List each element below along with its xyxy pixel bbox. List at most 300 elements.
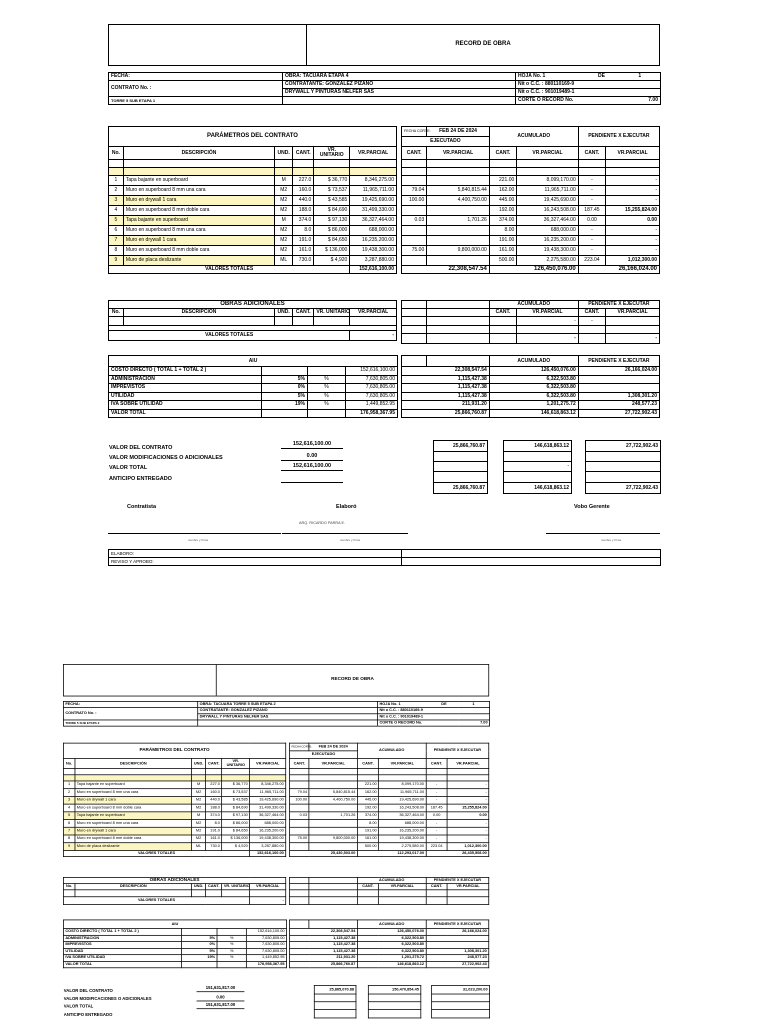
total-vr-parcial: 152,616,100.00 <box>350 266 397 274</box>
acum-cant: 445.00 <box>357 796 378 804</box>
acum-vr: 19,438,300.00 <box>379 835 426 843</box>
sheet2-aiu-title: AIU <box>63 920 286 928</box>
sheet2-h1: CANT. <box>290 759 309 769</box>
item-vr-parcial: 16,235,200.00 <box>350 236 397 246</box>
table-row <box>63 843 285 851</box>
sheet2-vc-label: VALOR DEL CONTRATO <box>63 989 113 994</box>
item-cant: 8.0 <box>206 820 222 828</box>
sheet2-hoja: HOJA No. 1 <box>378 701 430 707</box>
item-vr-parcial: 8,346,275.00 <box>250 781 286 789</box>
item-no: 9 <box>109 256 124 266</box>
item-und: ML <box>192 843 206 851</box>
item-und: M <box>275 176 293 186</box>
sheet2-corte-value: 7.00 <box>458 720 490 726</box>
acum-vr: 19,425,690.00 <box>517 196 578 206</box>
col-no: No. <box>109 147 124 160</box>
pend-vr: - <box>447 796 489 804</box>
sheet2-aiu-table <box>63 920 287 969</box>
sheet2-adic-vru: VR. UNITARIO <box>223 884 250 889</box>
item-vr-unitario: $ 86,000 <box>222 820 250 828</box>
item-desc: Tapa bajante en superboard <box>123 176 274 186</box>
pend-vrp-header: VR.PARCIAL <box>606 147 660 160</box>
acum-cant-header: CANT. <box>489 147 516 160</box>
sheet2-h6: VR.PARCIAL <box>447 759 489 769</box>
table-row <box>402 246 660 256</box>
item-vr-unitario: $ 86,000 <box>314 226 350 236</box>
pend-vr: - <box>447 827 489 835</box>
table-row <box>290 820 489 828</box>
aiu-ejecutado: 22,308,547.54 <box>290 928 358 935</box>
aiu-value: 176,958,367.95 <box>346 409 398 418</box>
acum-cant: 500.00 <box>357 843 378 851</box>
item-vr-unitario: $ 4,920 <box>222 843 250 851</box>
acum-vrp-header: VR.PARCIAL <box>517 147 578 160</box>
sheet2-contratante: CONTRATANTE: GONZALEZ PIZANO <box>198 708 378 714</box>
item-vr-parcial: 19,425,690.00 <box>250 796 286 804</box>
anticipo-line <box>281 482 343 483</box>
aiu-pct: 5% <box>182 948 218 955</box>
aiu-acumulado: 126,450,076.00 <box>357 928 426 935</box>
item-vr-unitario: $ 84,650 <box>314 236 350 246</box>
aiu-row <box>402 401 660 410</box>
item-und: M2 <box>192 804 206 812</box>
sheet2-nit2: Nit o C.C. : 901019489-1 <box>378 714 490 720</box>
sheet2-adic-v3: VR.PARCIAL <box>447 884 489 890</box>
sheet2-a1: 150,470,854.45 <box>368 986 420 994</box>
acum-cant: 445.00 <box>489 196 516 206</box>
item-no: 8 <box>63 835 74 843</box>
acum-cant: 8.00 <box>489 226 516 236</box>
corte-label: CORTE O RECORD No. <box>516 97 620 105</box>
acum-vr: 8,099,170.00 <box>517 176 578 186</box>
ejec-cant <box>402 256 427 266</box>
table-row <box>109 246 397 256</box>
sheet2-adic-pend: PENDIENTE X EJECUTAR <box>426 877 489 883</box>
sheet2-h4: VR.PARCIAL <box>379 759 426 769</box>
ejec-cant: 0.03 <box>290 812 309 820</box>
aiu-pct <box>182 961 218 968</box>
aiu-acumulado: ACUMULADO <box>489 356 578 367</box>
sheet2-col-und: UND. <box>192 759 206 769</box>
item-desc: Tapa bajante en superboard <box>75 781 192 789</box>
acum-cant: 161.00 <box>357 835 378 843</box>
table-row <box>109 256 397 266</box>
pend-cant: 223.04 <box>578 256 605 266</box>
valor-contrato-label: VALOR DEL CONTRATO <box>109 445 173 451</box>
adicionales-table <box>108 300 397 341</box>
ejec-cant <box>290 804 309 812</box>
item-vr-parcial: 19,425,690.00 <box>350 196 397 206</box>
item-und: M2 <box>275 206 293 216</box>
sum-acumulado-dash: - <box>504 462 572 472</box>
item-no: 9 <box>63 843 74 851</box>
sum-ejecutado-2: 25,866,760.87 <box>434 483 488 494</box>
item-vr-unitario: $ 4,920 <box>314 256 350 266</box>
table-row <box>63 789 285 797</box>
sum-pendiente-2: 27,722,902.43 <box>586 483 661 494</box>
acum-cant: 374.00 <box>489 216 516 226</box>
aiu-acumulado: 146,618,863.12 <box>357 961 426 968</box>
item-desc: Muro en superboard 8 mm una cara <box>75 789 192 797</box>
aiu-pendiente <box>578 375 659 384</box>
item-desc: Muro en drywall 1 cara <box>75 796 192 804</box>
item-vr-parcial: 19,438,300.00 <box>350 246 397 256</box>
sheet2-pendiente: PENDIENTE X EJECUTAR <box>426 743 489 758</box>
acum-cant: 221.00 <box>357 781 378 789</box>
aiu-pct <box>262 367 308 376</box>
item-cant: 440.0 <box>206 796 222 804</box>
table-row <box>290 812 489 820</box>
aiu-ejecutado: 1,115,427.38 <box>402 375 490 384</box>
contratista-sign-label: Contratista <box>127 504 157 510</box>
adicionales-progress-table: ACUMULADO PENDIENTE X EJECUTAR CANT. VR.PARCIAL CANT. VR.PARCIAL - - - - <box>401 300 660 344</box>
item-und: M2 <box>192 796 206 804</box>
aiu-pct: 19% <box>262 401 308 410</box>
item-vr-parcial: 8,346,275.00 <box>350 176 397 186</box>
nombre-firma-3: nombre y firma <box>601 538 622 542</box>
table-row <box>63 796 285 804</box>
aiu-row <box>402 367 660 376</box>
de-label: DE <box>584 73 620 81</box>
aiu-pct: 5% <box>182 935 218 942</box>
aiu-label: UTILIDAD <box>109 392 262 401</box>
total-pendiente: 26,166,024.00 <box>578 266 659 274</box>
item-desc: Muro en superboard 8 mm doble cara <box>75 804 192 812</box>
aiu-table <box>108 355 398 418</box>
corte-value: 7.00 <box>620 97 661 105</box>
sheet2-contrato: CONTRATO No. : <box>63 708 197 720</box>
pend-cant: 223.04 <box>426 843 447 851</box>
ejec-vr: 9,800,000.00 <box>309 835 357 843</box>
ejec-cant: 100.00 <box>402 196 427 206</box>
pend-vr: - <box>606 196 660 206</box>
header-info-table <box>108 72 661 105</box>
acum-vr: 36,327,464.00 <box>379 812 426 820</box>
nit-contratista: Nit o C.C. : 901019489-1 <box>516 89 661 97</box>
item-cant: 227.0 <box>206 781 222 789</box>
sheet2-nit1: Nit o C.C. : 880110169-9 <box>378 708 490 714</box>
item-desc: Muro en superboard 8 mm doble cara <box>75 835 192 843</box>
table-row <box>290 835 489 843</box>
valores-totales-label: VALORES TOTALES <box>109 266 350 274</box>
sheet2-vt-label: VALOR TOTAL <box>63 1004 94 1010</box>
item-desc: Muro en superboard 8 mm doble cara <box>123 246 274 256</box>
item-und: M2 <box>275 186 293 196</box>
aiu-ejecutado: 1,115,427.38 <box>402 384 490 393</box>
sheet2-vc: 151,631,817.00 <box>197 986 245 992</box>
item-cant: 161.0 <box>293 246 314 256</box>
ejec-vr: 1,701.26 <box>427 216 490 226</box>
item-no: 1 <box>63 781 74 789</box>
item-no: 6 <box>109 226 124 236</box>
acumulado-header: ACUMULADO <box>489 127 578 147</box>
item-cant: 374.0 <box>206 812 222 820</box>
pend-vr: - <box>606 246 660 256</box>
item-desc: Muro en drywall 1 cara <box>123 196 274 206</box>
item-vr-parcial: 19,438,300.00 <box>250 835 286 843</box>
pend-vr: - <box>606 186 660 196</box>
item-cant: 160.0 <box>293 186 314 196</box>
item-vr-parcial: 36,327,464.00 <box>350 216 397 226</box>
pend-vr: 15,255,824.00 <box>606 206 660 216</box>
table-row <box>402 216 660 226</box>
aiu-pct: 0% <box>262 384 308 393</box>
aiu-pct-symbol: % <box>308 401 346 410</box>
table-row <box>290 796 489 804</box>
title-box-2 <box>63 664 489 696</box>
aiu-acumulado: 6,322,503.80 <box>357 942 426 949</box>
item-cant: 374.0 <box>293 216 314 226</box>
ejec-vrp-header: VR.PARCIAL <box>427 147 490 160</box>
item-desc: Muro de placa deslizante <box>123 256 274 266</box>
item-cant: 227.0 <box>293 176 314 186</box>
sheet2-p1: 31,023,200.00 <box>432 986 490 994</box>
pend-cant: - <box>426 781 447 789</box>
pend-cant: - <box>578 236 605 246</box>
sheet2-anticipo-label: ANTICIPO ENTREGADO <box>63 1012 113 1018</box>
subtitle: TORRE 5 SUB ETAPA 1 <box>109 97 283 105</box>
aiu-acumulado: 6,322,503.80 <box>489 392 578 401</box>
sheet2-subtitle: TORRE 5 SUB ETAPA 2 <box>63 720 197 726</box>
item-und: M2 <box>275 196 293 206</box>
total-ejecutado: 22,308,547.54 <box>402 266 490 274</box>
sheet2-adicionales-table <box>63 877 286 905</box>
sheet2-totales-label: VALORES TOTALES <box>63 850 249 856</box>
aiu-row <box>402 392 660 401</box>
item-und: M <box>192 812 206 820</box>
item-und: M2 <box>192 835 206 843</box>
aiu-label: ADMINISTRACION <box>109 375 262 384</box>
aiu-row <box>109 409 398 418</box>
acum-vr: 688,000.00 <box>379 820 426 828</box>
item-no: 8 <box>109 246 124 256</box>
ejec-vr <box>427 206 490 216</box>
acum-cant: 162.00 <box>489 186 516 196</box>
pend-vr: - <box>447 789 489 797</box>
aiu-pendiente <box>578 384 659 393</box>
aiu-value: 152,616,100.00 <box>346 367 398 376</box>
sheet2-col-desc: DESCRIPCIÓN <box>75 759 192 769</box>
table-row <box>402 226 660 236</box>
pend-cant: 187.45 <box>578 206 605 216</box>
item-no: 2 <box>63 789 74 797</box>
pend-cant: - <box>578 186 605 196</box>
aiu-ejecutado: 25,866,760.87 <box>290 961 358 968</box>
approval-table <box>108 549 661 566</box>
item-desc: Tapa bajante en superboard <box>123 216 274 226</box>
item-cant: 730.0 <box>293 256 314 266</box>
obra-name: OBRA: TACUARA ETAPA 4 <box>283 73 516 81</box>
aiu-pct-symbol <box>308 409 346 418</box>
aiu-pct: 5% <box>262 375 308 384</box>
item-vr-unitario: $ 84,690 <box>222 804 250 812</box>
ejec-cant: 79.04 <box>290 789 309 797</box>
aiu-pendiente: 27,722,902.43 <box>426 961 489 968</box>
adic-totales-label: VALORES TOTALES <box>109 331 350 341</box>
ejec-cant: 100.00 <box>290 796 309 804</box>
item-cant: 160.0 <box>206 789 222 797</box>
ejec-vr <box>309 804 357 812</box>
item-cant: 188.0 <box>206 804 222 812</box>
pend-vr: - <box>447 820 489 828</box>
aiu-ejecutado: 1,115,427.38 <box>290 948 358 955</box>
sheet2-h3: CANT. <box>357 759 378 769</box>
adicionales-title: OBRAS ADICIONALES <box>109 301 397 309</box>
fecha-corte: FEB 24 DE 2024 <box>427 127 490 137</box>
record-sheet-2 <box>63 664 489 1027</box>
pend-cant: 187.45 <box>426 804 447 812</box>
aiu-acumulado: 6,322,503.80 <box>357 948 426 955</box>
aiu-pendiente: 26,166,024.00 <box>578 367 659 376</box>
aiu-row <box>290 961 489 968</box>
aiu-progress-table <box>401 355 660 418</box>
table-row <box>290 843 489 851</box>
item-und: M <box>275 216 293 226</box>
pend-vr: 1,012,300.00 <box>447 843 489 851</box>
elaboro-sign-label: Elaboró <box>336 504 357 510</box>
aiu-pct-symbol: % <box>217 942 246 949</box>
table-row <box>402 176 660 186</box>
aiu-acumulado: 126,450,076.00 <box>489 367 578 376</box>
acum-vr: 19,438,300.00 <box>517 246 578 256</box>
item-desc: Muro en superboard 8 mm una cara <box>123 186 274 196</box>
table-row <box>109 196 397 206</box>
sheet2-obra: OBRA: TACUARA TORRE 5 SUB ETAPA 2 <box>198 701 378 707</box>
sum-acumulado-2: 146,618,863.12 <box>504 483 572 494</box>
sum-pendiente-1: 27,722,902.43 <box>586 441 661 452</box>
aiu-value: 1,449,852.95 <box>346 401 398 410</box>
nit-contratante: Nit o C.C. : 880110169-9 <box>516 81 661 89</box>
acum-cant: 191.00 <box>489 236 516 246</box>
table-row <box>290 781 489 789</box>
aiu-acumulado: 1,201,275.72 <box>357 955 426 962</box>
aiu-pendiente: 248,577.23 <box>578 401 659 410</box>
item-vr-parcial: 16,235,200.00 <box>250 827 286 835</box>
col-vr-unitario: VR. UNITARIO <box>314 147 350 160</box>
modificaciones-value: 0.00 <box>281 453 343 461</box>
sheet2-adic-desc: DESCRIPCIÓN <box>75 884 192 890</box>
item-vr-parcial: 3,287,880.00 <box>250 843 286 851</box>
sheet2-header-table <box>63 701 490 726</box>
ejec-vr <box>427 256 490 266</box>
sum-acumulado-1: 146,618,863.12 <box>504 441 572 452</box>
ejec-cant-header: CANT. <box>402 147 427 160</box>
acum-vr: 8,099,170.00 <box>379 781 426 789</box>
pend-cant-header: CANT. <box>578 147 605 160</box>
sheet2-adic-progress <box>289 877 489 905</box>
title-box <box>108 24 660 66</box>
acum-cant: 162.00 <box>357 789 378 797</box>
sheet2-aiu-progress <box>289 920 489 969</box>
aiu-pct-symbol: % <box>217 935 246 942</box>
table-row <box>290 827 489 835</box>
aiu-label: ADMINISTRACION <box>63 935 181 942</box>
item-vr-unitario: $ 136,000 <box>222 835 250 843</box>
sheet2-h2: VR.PARCIAL <box>309 759 357 769</box>
sheet2-title: RECORD DE OBRA <box>331 677 374 682</box>
item-desc: Muro en drywall 1 cara <box>123 236 274 246</box>
sheet2-adic-cant: CANT. <box>206 884 222 890</box>
ejecutado-header: EJECUTADO <box>402 137 490 147</box>
pend-vr: 0.00 <box>447 812 489 820</box>
acum-vr: 688,000.00 <box>517 226 578 236</box>
pend-cant: - <box>426 796 447 804</box>
aiu-acumulado: 6,322,503.80 <box>357 935 426 942</box>
table-row <box>63 820 285 828</box>
table-row <box>290 804 489 812</box>
item-no: 4 <box>63 804 74 812</box>
adic-acum-total: - <box>517 334 578 344</box>
table-row <box>402 186 660 196</box>
table-row <box>109 236 397 246</box>
adic-col-desc: DESCRIPCIÓN <box>123 309 274 317</box>
aiu-ejecutado: 25,866,760.87 <box>402 409 490 418</box>
aiu-pct: 5% <box>262 392 308 401</box>
aiu-pct-symbol: % <box>217 955 246 962</box>
ejec-cant <box>290 820 309 828</box>
item-desc: Muro de placa deslizante <box>75 843 192 851</box>
item-und: M2 <box>192 820 206 828</box>
valor-total-label: VALOR TOTAL <box>109 465 148 471</box>
acum-cant: 500.00 <box>489 256 516 266</box>
valor-contrato: 152,616,100.00 <box>281 441 343 449</box>
acum-vr: 16,243,508.00 <box>517 206 578 216</box>
item-cant: 8.0 <box>293 226 314 236</box>
ejec-vr <box>427 226 490 236</box>
acum-cant: 161.00 <box>489 246 516 256</box>
aiu-row <box>109 375 398 384</box>
sheet2-col-vrp: VR.PARCIAL <box>250 759 286 769</box>
item-cant: 191.0 <box>206 827 222 835</box>
acum-vr: 19,425,690.00 <box>379 796 426 804</box>
sheet2-de-value: 1 <box>458 701 490 707</box>
aiu-row <box>402 409 660 418</box>
aiu-pct <box>262 409 308 418</box>
item-vr-unitario: $ 73,537 <box>314 186 350 196</box>
col-cant: CANT. <box>293 147 314 160</box>
ejec-vr <box>309 843 357 851</box>
aiu-label: COSTO DIRECTO ( TOTAL 1 + TOTAL 2 ) <box>109 367 262 376</box>
table-row <box>109 186 397 196</box>
aiu-acumulado: 1,201,275.72 <box>489 401 578 410</box>
item-no: 2 <box>109 186 124 196</box>
table-row <box>402 236 660 246</box>
pend-cant: - <box>426 820 447 828</box>
aiu-row <box>109 401 398 410</box>
table-row <box>402 196 660 206</box>
table-row <box>402 206 660 216</box>
sheet2-adic-v2: VR.PARCIAL <box>379 884 426 890</box>
item-vr-unitario: $ 84,690 <box>314 206 350 216</box>
sheet2-fecha-corte: FEB 24 DE 2024 <box>309 743 357 751</box>
ejec-vr: 9,800,000.00 <box>427 246 490 256</box>
anticipo-label: ANTICIPO ENTREGADO <box>109 476 172 482</box>
pend-cant: 0.00 <box>426 812 447 820</box>
sheet2-vt: 151,631,817.00 <box>197 1003 245 1009</box>
table-row <box>402 256 660 266</box>
aiu-row <box>109 384 398 393</box>
item-und: M2 <box>192 827 206 835</box>
ejec-cant <box>402 226 427 236</box>
ejec-vr: 1,701.26 <box>309 812 357 820</box>
item-und: M2 <box>275 236 293 246</box>
sheet2-summary-progress <box>314 985 490 1018</box>
nombre-firma-2: nombre y firma <box>340 538 361 542</box>
reviso-row: REVISO Y APROBO: <box>109 558 402 566</box>
table-row <box>109 176 397 186</box>
table-row <box>63 804 285 812</box>
ejec-vr <box>427 176 490 186</box>
